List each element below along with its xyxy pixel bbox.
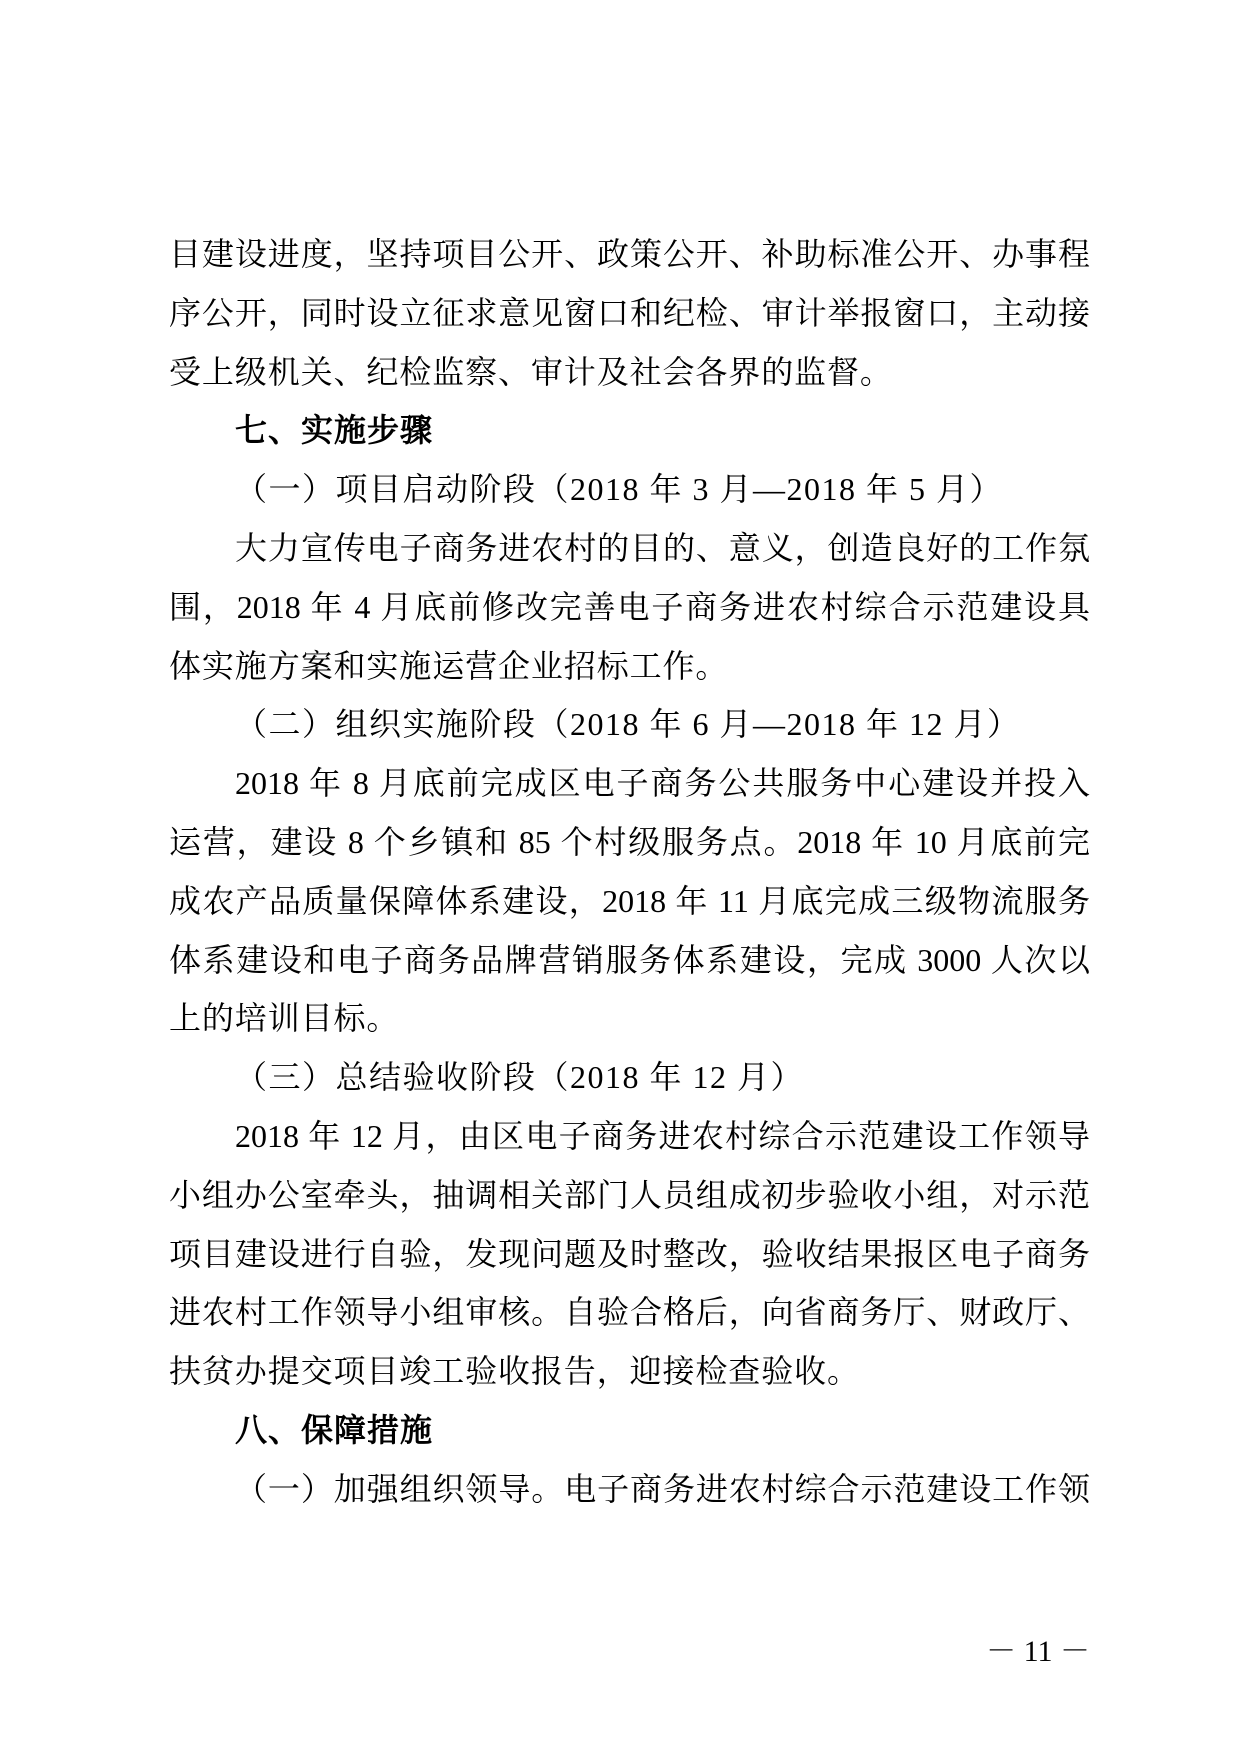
paragraph-line: 体系建设和电子商务品牌营销服务体系建设，完成 3000 人次以 xyxy=(169,941,1090,978)
paragraph-line: 运营，建设 8 个乡镇和 85 个村级服务点。2018 年 10 月底前完 xyxy=(169,823,1090,860)
paragraph-line: 大力宣传电子商务进农村的目的、意义，创造良好的工作氛 xyxy=(235,529,1090,566)
paragraph-line: 2018 年 12 月，由区电子商务进农村综合示范建设工作领导 xyxy=(235,1117,1090,1154)
paragraph-line: 2018 年 8 月底前完成区电子商务公共服务中心建设并投入 xyxy=(235,765,1090,802)
paragraph-line: 序公开，同时设立征求意见窗口和纪检、审计举报窗口，主动接 xyxy=(169,294,1090,331)
subsection-heading: （一）项目启动阶段（2018 年 3 月—2018 年 5 月） xyxy=(235,471,1004,508)
page-number: － 11 － xyxy=(986,1635,1090,1668)
paragraph-line: 进农村工作领导小组审核。自验合格后，向省商务厅、财政厅、 xyxy=(169,1294,1090,1331)
subsection-heading: （二）组织实施阶段（2018 年 6 月—2018 年 12 月） xyxy=(235,706,1021,743)
paragraph-line: 体实施方案和实施运营企业招标工作。 xyxy=(169,647,729,684)
section-heading: 七、实施步骤 xyxy=(235,412,434,449)
paragraph-line: 目建设进度，坚持项目公开、政策公开、补助标准公开、办事程 xyxy=(169,236,1090,272)
paragraph-line: 受上级机关、纪检监察、审计及社会各界的监督。 xyxy=(169,353,893,390)
paragraph-line: 上的培训目标。 xyxy=(169,1000,400,1037)
paragraph-line: （一）加强组织领导。电子商务进农村综合示范建设工作领 xyxy=(235,1470,1090,1507)
subsection-heading: （三）总结验收阶段（2018 年 12 月） xyxy=(235,1059,805,1096)
paragraph-line: 项目建设进行自验，发现问题及时整改，验收结果报区电子商务 xyxy=(169,1235,1090,1272)
paragraph-line: 小组办公室牵头，抽调相关部门人员组成初步验收小组，对示范 xyxy=(169,1176,1090,1213)
paragraph-line: 围，2018 年 4 月底前修改完善电子商务进农村综合示范建设具 xyxy=(169,588,1090,625)
document-body xyxy=(169,225,1090,1519)
paragraph-line: 扶贫办提交项目竣工验收报告，迎接检查验收。 xyxy=(169,1353,860,1390)
paragraph-line: 成农产品质量保障体系建设，2018 年 11 月底完成三级物流服务 xyxy=(169,882,1090,919)
section-heading: 八、保障措施 xyxy=(235,1411,434,1448)
